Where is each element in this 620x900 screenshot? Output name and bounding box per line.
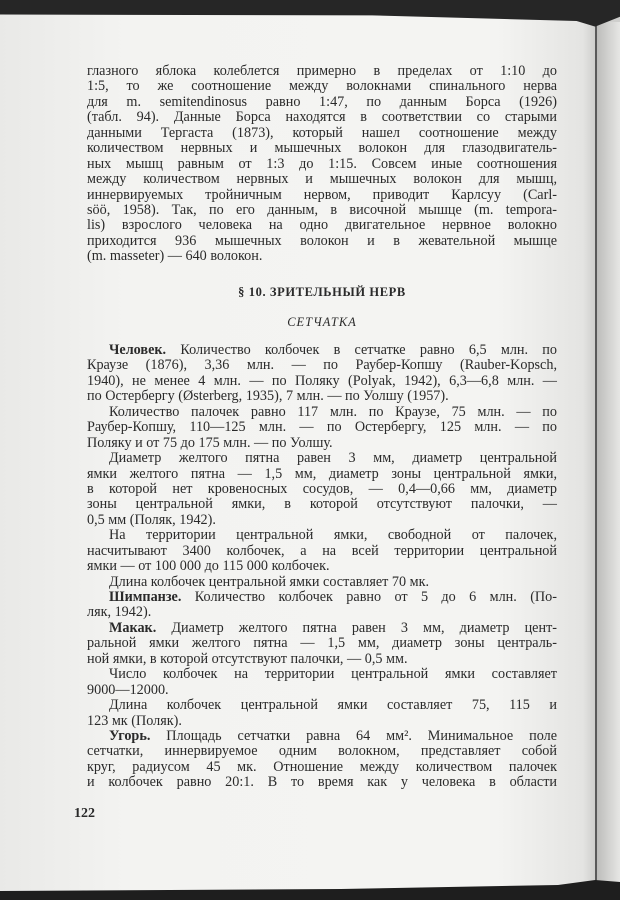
text-line	[87, 683, 557, 698]
line-text: Количество колбочек равно от 5 до 6 млн. (По-	[181, 589, 557, 605]
line-text: ляк, 1942).	[87, 604, 152, 621]
paragraph	[87, 698, 557, 729]
facing-page-edge	[597, 22, 620, 886]
text-line	[87, 575, 557, 590]
text-line	[87, 513, 557, 528]
text-line	[87, 775, 557, 790]
text-line: lis) взрослого человека на одно двигательное нервное волокно	[87, 217, 557, 234]
text-line	[87, 451, 557, 466]
text-line	[87, 420, 557, 435]
text-line	[87, 389, 557, 404]
line-text: Диаметр желтого пятна равен 3 мм, диаметр центральной	[109, 450, 557, 467]
paragraph-lead: Угорь.	[109, 727, 151, 744]
line-text: зоны центральной ямки, в которой отсутствуют палочки, —	[87, 496, 557, 513]
intro-paragraph	[87, 64, 557, 265]
line-text: Краузе (1876), 3,36 млн. — по Раубер-Копшу (Rauber-Kopsch,	[87, 357, 557, 374]
text-line: для m. semitendinosus равно 1:47, по данным Борса (1926)	[87, 93, 557, 110]
line-text: Раубер-Копшу, 110—125 млн. — по Остербергу, 125 млн. — по	[87, 419, 557, 436]
line-text: 0,5 мм (Поляк, 1942).	[87, 511, 216, 528]
line-text: в которой нет кровеносных сосудов, — 0,4—0,66 мм, диаметр	[87, 480, 557, 497]
paragraph-lead: Макак.	[109, 619, 157, 636]
line-text: Диаметр желтого пятна равен 3 мм, диаметр цент-	[156, 619, 557, 636]
text-line	[87, 760, 557, 775]
line-text: ямки — от 100 000 до 115 000 колбочек.	[87, 558, 330, 575]
subsection-title: СЕТЧАТКА	[287, 315, 357, 329]
line-text: Длина колбочек центральной ямки составляет 70 мк.	[109, 573, 430, 590]
text-line	[87, 698, 557, 713]
line-text: 123 мк (Поляк).	[87, 712, 182, 729]
text-line	[87, 436, 557, 451]
page-number: 122	[74, 806, 95, 821]
text-line	[87, 343, 557, 358]
paragraph	[87, 343, 557, 405]
text-line: приходится 936 мышечных волокон и в жевательной мышце	[87, 232, 557, 249]
text-line	[87, 358, 557, 373]
text-line	[87, 652, 557, 667]
text-line	[87, 482, 557, 497]
paragraph	[87, 590, 557, 621]
line-text: 9000—12000.	[87, 681, 169, 698]
line-text: Длина колбочек центральной ямки составляет 75, 115 и	[109, 697, 557, 714]
line-text: и колбочек равно 20:1. В то время как у человека в области	[87, 774, 557, 791]
line-text: На территории центральной ямки, свободной от палочек,	[109, 527, 557, 544]
paragraph	[87, 575, 557, 590]
text-line	[87, 621, 557, 636]
text-line	[87, 559, 557, 574]
section-heading: § 10. ЗРИТЕЛЬНЫЙ НЕРВ	[238, 285, 406, 299]
paragraph	[87, 667, 557, 698]
paragraph	[87, 451, 557, 528]
text-line: глазного яблока колеблется примерно в пределах от 1:10 до	[87, 63, 557, 79]
text-line: (табл. 94). Данные Борса находятся в соответствии со старыми	[87, 109, 557, 126]
line-text: 1940), не менее 4 млн. — по Поляку (Polyak, 1942), 6,3—6,8 млн. —	[87, 372, 557, 389]
line-text: ной ямки, в которой отсутствуют палочки, — 0,5 мм.	[87, 650, 408, 667]
line-text: насчитывают 3400 колбочек, а на всей территории центральной	[87, 542, 557, 559]
text-line	[87, 405, 557, 420]
line-text: Количество палочек равно 117 млн. по Краузе, 75 млн. — по	[109, 403, 557, 420]
paragraph	[87, 405, 557, 451]
line-text: сетчатки, иннервируемое одним волокном, представляет собой	[87, 743, 557, 760]
paragraph	[87, 528, 557, 574]
line-text: Число колбочек на территории центральной ямки составляет	[109, 666, 557, 683]
text-line	[87, 374, 557, 389]
paragraph-lead: Человек.	[109, 342, 167, 358]
body-text	[87, 343, 557, 791]
paragraph	[87, 729, 557, 791]
text-line	[87, 467, 557, 482]
text-line	[87, 714, 557, 729]
line-text: ямки желтого пятна — 1,5 мм, диаметр зоны центральной ямки,	[87, 465, 557, 482]
text-line: данными Тергаста (1873), который нашел соотношение между	[87, 124, 557, 141]
paragraph	[87, 621, 557, 667]
text-line	[87, 528, 557, 543]
line-text: Площадь сетчатки равна 64 мм². Минимальное поле	[150, 727, 557, 744]
line-text: Поляку и от 75 до 175 млн. — по Уолшу.	[87, 434, 333, 451]
text-line: между количеством нервных и мышечных волокон для мышц,	[87, 171, 557, 188]
page-fold	[595, 24, 597, 886]
paragraph-lead: Шимпанзе.	[109, 589, 182, 605]
text-line: количеством нервных и мышечных волокон для глазодвигатель-	[87, 140, 557, 157]
text-line: (m. masseter) — 640 волокон.	[87, 248, 263, 265]
text-line: ных мышц равным от 1:3 до 1:15. Совсем иные соотношения	[87, 155, 557, 172]
text-line: söö, 1958). Так, по его данным, в височной мышце (m. tempora-	[87, 201, 557, 218]
text-line: 1:5, то же соотношение между волокнами спинального нерва	[87, 78, 557, 95]
line-text: по Остербергу (Østerberg, 1935), 7 млн. — по Уолшу (1957).	[87, 388, 449, 405]
text-line	[87, 605, 557, 620]
text-line	[87, 497, 557, 512]
line-text: ральной ямки желтого пятна — 1,5 мм, диаметр зоны централь-	[87, 635, 557, 652]
line-text: круг, радиусом 45 мк. Отношение между количеством палочек	[87, 758, 557, 775]
text-line	[87, 636, 557, 651]
text-line: иннервируемых тройничным нервом, приводит Карлсуу (Carl-	[87, 186, 557, 203]
text-line	[87, 744, 557, 759]
text-line	[87, 667, 557, 682]
line-text: Количество колбочек в сетчатке равно 6,5 млн. по	[166, 342, 557, 358]
text-line	[87, 729, 557, 744]
text-line	[87, 544, 557, 559]
text-line	[87, 590, 557, 605]
